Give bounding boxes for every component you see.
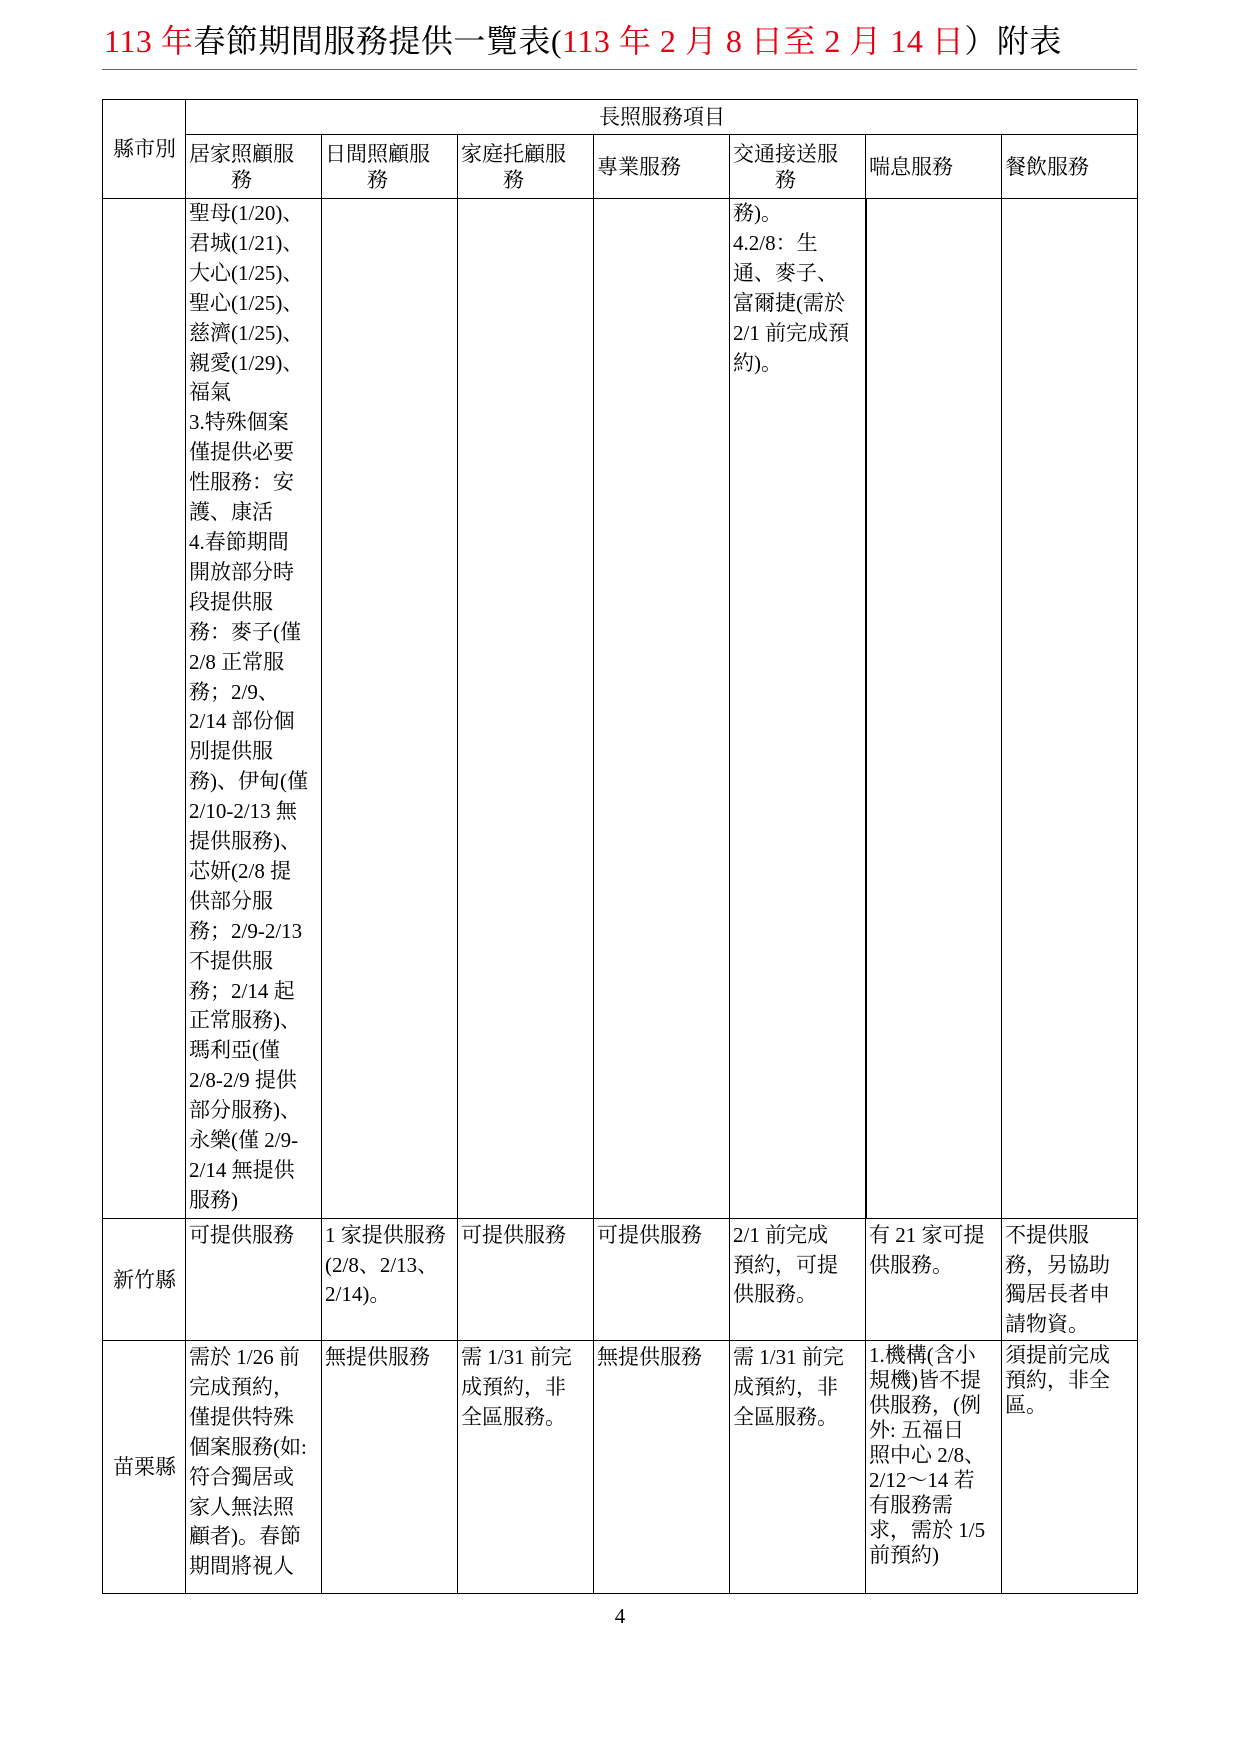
cell-home-care	[186, 1341, 322, 1594]
cell-day-care	[322, 199, 458, 1219]
col-header-label: 交通接送服 務	[733, 141, 838, 192]
col-header-label: 餐飲服務	[1005, 154, 1089, 179]
col-header-label: 喘息服務	[869, 154, 953, 179]
cell-home-care	[186, 199, 322, 1219]
title-date-range: 113 年 2 月 8 日至 2 月 14 日	[562, 23, 965, 59]
service-group-header: 長照服務項目	[599, 105, 726, 129]
cell-text: 有 21 家可提 供服務。	[869, 1223, 985, 1277]
cell-text	[1002, 199, 1137, 1218]
cell-text	[594, 199, 729, 1218]
page-number: 4	[614, 1604, 626, 1628]
county-header: 縣市別	[113, 137, 176, 161]
table-row	[103, 1341, 1138, 1594]
cell-text: 需 1/31 前完 成預約，非 全區服務。	[733, 1345, 844, 1429]
cell-text	[322, 199, 457, 1218]
county-name: 苗栗縣	[113, 1455, 176, 1480]
cell-text: 需 1/31 前完 成預約，非 全區服務。	[461, 1345, 572, 1429]
cell-text: 不提供服 務，另協助 獨居長者申 請物資。	[1005, 1223, 1110, 1336]
cell-text: 務)。 4.2/8：生 通、麥子、 富爾捷(需於 2/1 前完成預 約)。	[733, 201, 850, 375]
header-row-group	[103, 100, 1138, 135]
table-row	[103, 199, 1138, 1219]
service-table	[102, 99, 1138, 1594]
cell-text: 1.機構(含小 規機)皆不提 供服務，(例 外: 五福日 照中心 2/8、 2/12～14 若 有服務需 求，需於 1/5 前預約)	[869, 1343, 986, 1567]
cell-text: 可提供服務	[597, 1223, 702, 1247]
cell-home-care	[186, 1219, 322, 1341]
cell-family-care	[458, 1219, 594, 1341]
col-header-professional	[594, 135, 730, 199]
cell-transport	[730, 199, 866, 1219]
cell-text: 1 家提供服務 (2/8、2/13、 2/14)。	[325, 1223, 446, 1306]
col-header-label: 專業服務	[597, 154, 681, 179]
col-header-respite	[866, 135, 1002, 199]
cell-day-care	[322, 1219, 458, 1341]
cell-text	[458, 199, 593, 1218]
cell-transport	[730, 1341, 866, 1594]
cell-family-care	[458, 1341, 594, 1594]
col-header-day-care	[322, 135, 458, 199]
cell-text: 可提供服務	[461, 1223, 566, 1247]
title-main: 春節期間服務提供一覽表(	[193, 23, 562, 59]
cell-text	[867, 199, 1002, 1218]
county-name: 新竹縣	[113, 1267, 176, 1292]
col-header-family-care	[458, 135, 594, 199]
cell-text: 無提供服務	[325, 1345, 430, 1369]
cell-text: 需於 1/26 前 完成預約， 僅提供特殊 個案服務(如: 符合獨居或 家人無法照 顧者)。春節 期間將視人	[189, 1345, 307, 1579]
cell-family-care	[458, 199, 594, 1219]
cell-text: 須提前完成 預約，非全 區。	[1005, 1343, 1110, 1417]
county-name	[103, 199, 185, 1218]
col-header-home-care	[186, 135, 322, 199]
col-header-label: 日間照顧服 務	[325, 141, 430, 192]
cell-transport	[730, 1219, 866, 1341]
cell-text: 2/1 前完成 預約，可提 供服務。	[733, 1223, 838, 1306]
county-header-cell	[103, 100, 186, 199]
cell-meal	[1002, 199, 1138, 1219]
cell-professional	[594, 1219, 730, 1341]
cell-professional	[594, 1341, 730, 1594]
cell-day-care	[322, 1341, 458, 1594]
header-row-columns	[103, 135, 1138, 199]
table-row	[103, 1219, 1138, 1341]
title-underline	[102, 69, 1137, 70]
page-title	[104, 19, 1137, 63]
county-cell	[103, 1341, 186, 1594]
cell-meal	[1002, 1341, 1138, 1594]
title-suffix: ）附表	[964, 23, 1062, 59]
col-header-label: 家庭托顧服 務	[461, 141, 566, 192]
col-header-transport	[730, 135, 866, 199]
cell-professional	[594, 199, 730, 1219]
cell-meal	[1002, 1219, 1138, 1341]
county-cell	[103, 199, 186, 1219]
cell-text: 無提供服務	[597, 1345, 702, 1369]
cell-respite	[866, 199, 1002, 1219]
county-cell	[103, 1219, 186, 1341]
cell-text: 聖母(1/20)、 君城(1/21)、 大心(1/25)、 聖心(1/25)、 慈濟(1/25)、 親愛(1/29)、 福氣 3.特殊個案 僅提供必要 性服務：安 護、康活 4.春節期間 開放部分時 段提供服 務：麥子(僅 2/8 正常服 務；2/9、 2/14 部份個 別提供服 務)、伊甸(僅 2/10-2/13 無 提供服務)、 芯妍(2/8 提 供部分服 務；2/9-2/13 不提供服 務；2/14 起 正常服務)、 瑪利亞(僅 2/8-2/9 提供 部分服務)、 永樂(僅 2/9- 2/14 無提供 服務)	[189, 201, 308, 1212]
col-header-label: 居家照顧服 務	[189, 141, 294, 192]
service-group-header-cell	[186, 100, 1138, 135]
col-header-meal	[1002, 135, 1138, 199]
cell-respite	[866, 1341, 1002, 1594]
title-year: 113 年	[104, 23, 194, 59]
cell-text: 可提供服務	[189, 1223, 294, 1247]
cell-respite	[866, 1219, 1002, 1341]
